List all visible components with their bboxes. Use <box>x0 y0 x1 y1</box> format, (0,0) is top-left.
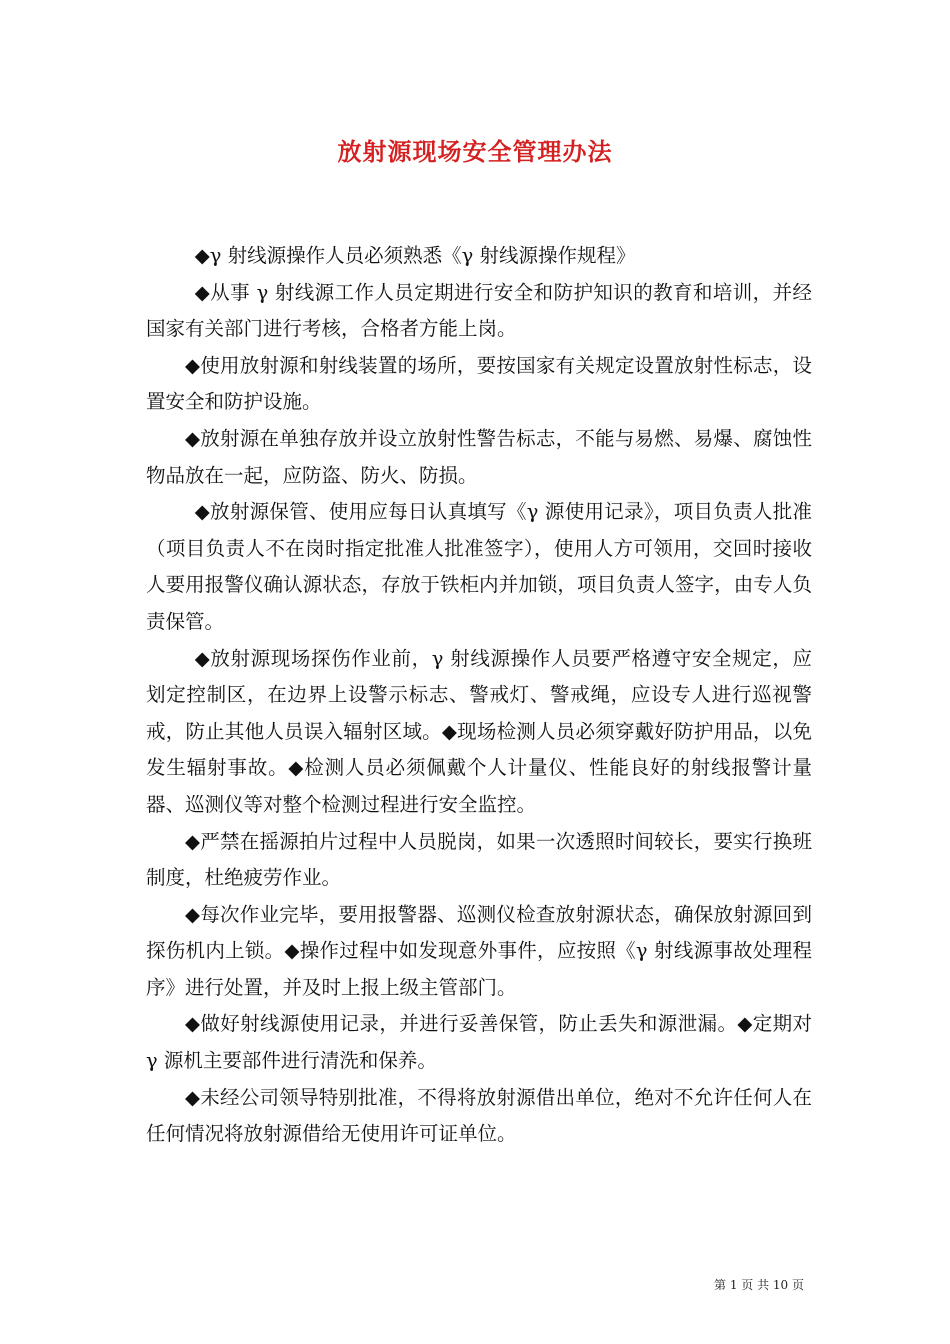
paragraph: ◆每次作业完毕，要用报警器、巡测仪检查放射源状态，确保放射源回到探伤机内上锁。◆操作过程中如发现意外事件，应按照《γ 射线源事故处理程序》进行处置，并及时上报上级主管部门。 <box>146 902 812 999</box>
paragraph: ◆使用放射源和射线装置的场所，要按国家有关规定设置放射性标志，设置安全和防护设施。 <box>146 353 812 414</box>
paragraph: ◆放射源在单独存放并设立放射性警告标志，不能与易燃、易爆、腐蚀性物品放在一起，应防盗、防火、防损。 <box>146 426 812 487</box>
document-body <box>146 238 812 1153</box>
document-title: 放射源现场安全管理办法 <box>337 137 613 166</box>
paragraph: ◆未经公司领导特别批准，不得将放射源借出单位，绝对不允许任何人在任何情况将放射源借给无使用许可证单位。 <box>146 1085 812 1146</box>
page-number: 第 1 页 共 10 页 <box>714 1278 804 1292</box>
paragraph: ◆从事 γ 射线源工作人员定期进行安全和防护知识的教育和培训，并经国家有关部门进行考核，合格者方能上岗。 <box>146 280 812 341</box>
paragraph: ◆做好射线源使用记录，并进行妥善保管，防止丢失和源泄漏。◆定期对 γ 源机主要部件进行清洗和保养。 <box>146 1012 812 1073</box>
paragraph: ◆γ 射线源操作人员必须熟悉《γ 射线源操作规程》 <box>194 244 636 267</box>
paragraph: ◆放射源现场探伤作业前，γ 射线源操作人员要严格遵守安全规定，应划定控制区，在边界上设警示标志、警戒灯、警戒绳，应设专人进行巡视警戒，防止其他人员误入辐射区域。◆现场检测人员必须穿戴好防护用品，以免发生辐射事故。◆检测人员必须佩戴个人计量仪、性能良好的射线报警计量器、巡测仪等对整个检测过程进行安全监控。 <box>146 646 812 816</box>
paragraph: ◆放射源保管、使用应每日认真填写《γ 源使用记录》，项目负责人批准（项目负责人不在岗时指定批准人批准签字），使用人方可领用，交回时接收人要用报警仪确认源状态，存放于铁柜内并加锁，项目负责人签字，由专人负责保管。 <box>146 500 812 633</box>
paragraph: ◆严禁在摇源拍片过程中人员脱岗，如果一次透照时间较长，要实行换班制度，杜绝疲劳作业。 <box>146 829 812 890</box>
